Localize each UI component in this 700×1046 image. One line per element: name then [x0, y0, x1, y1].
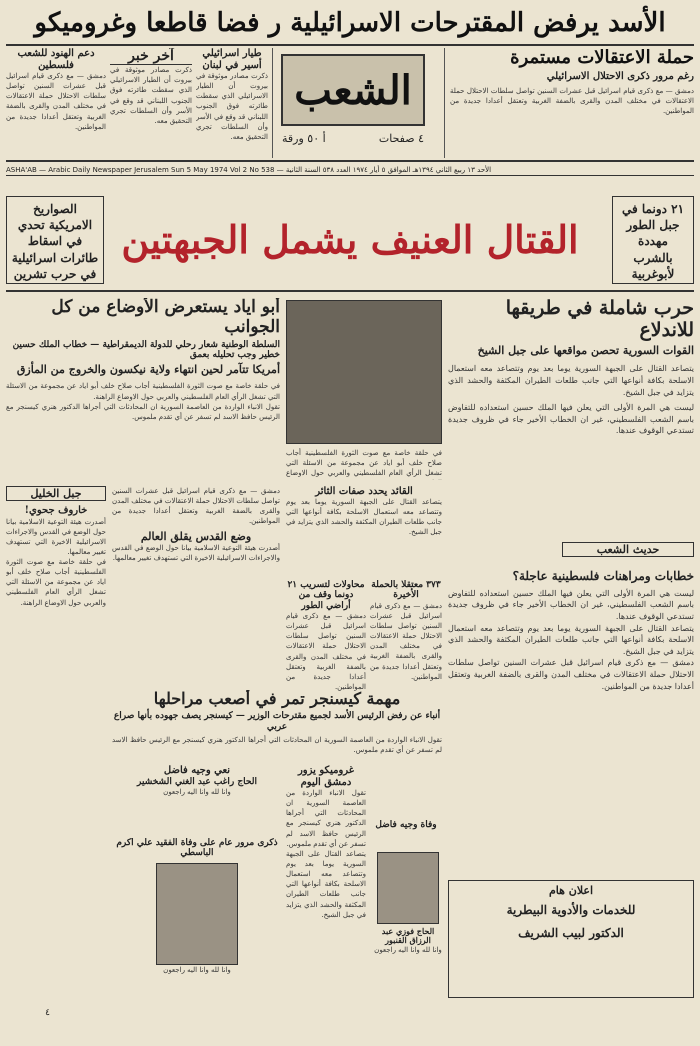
kissinger-text: تقول الانباء الواردة من العاصمة السورية ان المحادثات التي أجراها الدكتور هنري كيسنجر مع الرئيس حافظ الاسد لم تسفر عن أي تقدم ملموس.: [112, 736, 442, 755]
arrests-text: دمشق — مع ذكرى قيام اسرائيل قبل عشرات السنين تواصل سلطات الاحتلال حملة الاعتقالات في مختلف المدن والقرى بالضفة الغربية وتعتقل أعدادا جديدة من المواطنين.: [450, 87, 694, 116]
right-side-box: ٢١ دونما في جبل الطور مهددة بالشرب لأبوغربية: [612, 196, 694, 284]
arrests-title: حملة الاعتقالات مستمرة: [510, 48, 694, 68]
left-column-text2: في حلقة خاصة مع صوت الثورة الفلسطينية أجاب صلاح خلف أبو اياد عن مجموعة من الاسئلة التي تشغل الرأي العام الفلسطيني والعربي حول الاوضاع الراهنة.: [6, 558, 106, 607]
vet-ad-line1: للخدمات والأدوية البيطرية: [506, 902, 636, 917]
newspaper-logo: [281, 54, 425, 126]
hadith-text-cont2: دمشق — مع ذكرى قيام اسرائيل قبل عشرات السنين تواصل سلطات الاحتلال حملة الاعتقالات في مختلف المدن والقرى بالضفة الغربية وتعتقل أعدادا جديدة من المواطنين.: [448, 658, 694, 691]
india-support-title: دعم الهنود للشعب فلسطين: [17, 48, 95, 71]
headline-rule: [6, 290, 694, 292]
banner-rule: [6, 44, 694, 46]
vet-ad: [448, 880, 694, 998]
left-column-text: أصدرت هيئة التوعية الاسلامية بيانا حول الوضع في القدس والاجراءات الاسرائيلية الاخيرة التي تستهدف تغيير معالمها.: [6, 517, 106, 556]
land-text: دمشق — مع ذكرى قيام اسرائيل قبل عشرات السنين تواصل سلطات الاحتلال حملة الاعتقالات في مختلف المدن والقرى بالضفة الغربية وتعتقل أعدادا جديدة من المواطنين.: [286, 612, 366, 692]
col-divider: [272, 48, 273, 158]
obit-2-title: الحاج راغب عبد الغني الشخشير: [137, 776, 257, 787]
quds-text: أصدرت هيئة التوعية الاسلامية بيانا حول الوضع في القدس والاجراءات الاسرائيلية الاخيرة التي تستهدف تغيير معالمها.: [112, 544, 280, 563]
obit-1-closing: وانا لله وانا اليه راجعون: [163, 787, 231, 796]
arrests-subtitle: رغم مرور ذكرى الاحتلال الاسرائيلي: [546, 70, 694, 82]
obit-3: [112, 838, 282, 998]
quds-title: وضع القدس يقلق العالم: [140, 529, 252, 543]
leader-title: القائد يحدد صفات الثائر: [315, 486, 413, 497]
leader-column: [286, 486, 442, 578]
hadith-title: خطابات ومراهنات فلسطينية عاجلة؟: [512, 570, 694, 583]
kissinger-story: [112, 690, 442, 760]
pilot-title: طيار اسرائيلي أسير في لبنان: [202, 48, 262, 71]
obit-1: [112, 765, 282, 835]
page-count: ٤ صفحات: [378, 132, 424, 145]
price: أ ٥٠ ورقة: [282, 132, 326, 145]
war-text-cont: ليست هي المرة الأولى التي يعلن فيها الملك حسين استعداده للتفاوض باسم الشعب الفلسطيني، غير ان الخطاب الأخير جاء في ظروف جديدة تستدعي الوقوف عندها.: [448, 403, 694, 436]
abu-iyad-text-cont: تقول الانباء الواردة من العاصمة السورية ان المحادثات التي أجراها الدكتور هنري كيسنجر مع الرئيس حافظ الاسد لم تسفر عن أي تقدم ملموس.: [6, 402, 280, 421]
gromyko-title: غروميكو يزور دمشق اليوم: [297, 765, 355, 788]
left-column: [6, 486, 106, 996]
left-side-box: الصواريخ الامريكية تحدي في اسقاط طائرات اسرائيلية في حرب تشرين: [6, 196, 104, 284]
gromyko-text-cont: يتصاعد القتال على الجبهة السورية يوما بعد يوم وتتصاعد معه استعمال الاسلحة بكافة أنواعها التي جانب طلعات الطيران المكثفة والحشد الذي يتزايد في جبل الشيخ.: [286, 849, 366, 919]
obit-6-closing: وانا لله وانا اليه راجعون: [374, 946, 442, 955]
latest-news-text: ذكرت مصادر موثوقة في بيروت أن الطيار الاسرائيلي الذي سقطت طائرته فوق الجنوب اللبناني قد وقع في الأسر وأن السلطات تجري التحقيق معه.: [110, 66, 192, 125]
war-text: يتصاعد القتال على الجبهة السورية يوما بعد يوم وتتصاعد معه استعمال الاسلحة بكافة أنواعها التي جانب طلعات الطيران المكثفة والحشد الذي يتزايد في جبل الشيخ.: [448, 364, 694, 397]
hadith-text: ليست هي المرة الأولى التي يعلن فيها الملك حسين استعداده للتفاوض باسم الشعب الفلسطيني، غير ان الخطاب الأخير جاء في ظروف جديدة تستدعي الوقوف عندها.: [448, 588, 694, 621]
hadith-text-cont: يتصاعد القتال على الجبهة السورية يوما بعد يوم وتتصاعد معه استعمال الاسلحة بكافة أنواعها التي جانب طلعات الطيران المكثفة والحشد الذي يتزايد في جبل الشيخ.: [448, 623, 694, 656]
abu-iyad-kicker: أمريكا تتآمر لحين انتهاء ولاية نيكسون والخروج من المأزق: [16, 362, 280, 376]
obit-3-closing: وانا لله وانا اليه راجعون: [163, 965, 231, 974]
quds-text-top: دمشق — مع ذكرى قيام اسرائيل قبل عشرات السنين تواصل سلطات الاحتلال حملة الاعتقالات في مختلف المدن والقرى بالضفة الغربية وتعتقل أعدادا جديدة من المواطنين.: [112, 487, 280, 526]
obit-3-title: ذكرى مرور عام على وفاة الفقيد علي أكرم الباسطي: [116, 838, 278, 859]
land-title: محاولات لتسريب ٢١ دونما وقف من أراضي الطور: [287, 580, 365, 611]
abu-iyad-text: في حلقة خاصة مع صوت الثورة الفلسطينية أجاب صلاح خلف أبو اياد عن مجموعة من الاسئلة التي تشغل الرأي العام الفلسطيني والعربي حول الاوضاع الراهنة.: [6, 382, 280, 401]
war-subtitle: القوات السورية تحصن مواقعها على جبل الشيخ: [477, 343, 694, 357]
left-column-badge: جبل الخليل: [6, 486, 106, 501]
pilot-text: ذكرت مصادر موثوقة في بيروت أن الطيار الاسرائيلي الذي سقطت طائرته فوق الجنوب اللبناني قد وقع في الأسر وأن السلطات تجري التحقيق معه.: [196, 72, 268, 141]
latest-news-title: آخر خبر: [110, 48, 192, 65]
leader-text: يتصاعد القتال على الجبهة السورية يوما بعد يوم وتتصاعد معه استعمال الاسلحة بكافة أنواعها التي جانب طلعات الطيران المكثفة والحشد الذي يتزايد في جبل الشيخ.: [286, 498, 442, 537]
gromyko-text: تقول الانباء الواردة من العاصمة السورية ان المحادثات التي أجراها الدكتور هنري كيسنجر مع الرئيس حافظ الاسد لم تسفر عن أي تقدم ملموس.: [286, 789, 366, 848]
vet-ad-line2: الدكتور لبيب الشريف: [518, 926, 624, 941]
left-column-title1: خاروف جحوي!: [24, 505, 88, 516]
casualties-text: دمشق — مع ذكرى قيام اسرائيل قبل عشرات السنين تواصل سلطات الاحتلال حملة الاعتقالات في مختلف المدن والقرى بالضفة الغربية وتعتقل أعدادا جديدة من المواطنين.: [370, 601, 442, 681]
hadith-badge: حديث الشعب: [562, 542, 694, 557]
casualties-title: ٣٧٣ معتقلا بالحملة الأخيرة: [371, 580, 441, 601]
photo-caption-text: في حلقة خاصة مع صوت الثورة الفلسطينية أجاب صلاح خلف أبو اياد عن مجموعة من الاسئلة التي تشغل الرأي العام الفلسطيني والعربي حول الاوضاع: [286, 449, 442, 478]
abu-iyad-story: [6, 298, 280, 478]
photo-caption-box: [286, 448, 442, 480]
gromyko-story: [286, 765, 366, 995]
masthead: [278, 48, 428, 158]
war-title: حرب شاملة في طريقها للاندلاع: [505, 298, 694, 341]
obit-5: [370, 820, 442, 850]
masthead-meta: [278, 132, 428, 145]
obit-6-title: الحاج فوزي عبد الرزاق القنبور: [381, 926, 435, 946]
abu-iyad-title: أبو اياد يستعرض الأوضاع من كل الجوانب: [51, 298, 280, 337]
obit-3-photo: [156, 863, 238, 965]
quds-column: [112, 486, 280, 686]
main-headline: القتال العنيف يشمل الجبهتين: [121, 217, 579, 262]
kissinger-title: مهمة كيسنجر تمر في أصعب مراحلها: [153, 690, 401, 708]
arrests-story: [450, 48, 694, 158]
vet-ad-title: اعلان هام: [548, 884, 594, 897]
obit-6-photo: [377, 852, 439, 924]
dateline: ASHA'AB — Arabic Daily Newspaper Jerusalem Sun 5 May 1974 Vol 2 No 538 — الأحد ١٣ ربيع الثاني ١٣٩٤هـ الموافق ٥ أيار ١٩٧٤ العدد ٥٣٨ السنة الثانية: [6, 160, 694, 176]
leaders-photo: [286, 300, 442, 444]
india-support-story: [6, 48, 106, 158]
war-story: [448, 298, 694, 538]
latest-news: [110, 48, 192, 158]
hadith-badge-row: [448, 542, 694, 568]
hadith-column: [448, 570, 694, 850]
page-number: ٤: [45, 1008, 50, 1018]
pilot-story: [196, 48, 268, 158]
obit-1-title: نعي وجيه فاضل: [163, 765, 231, 776]
obit-6: [370, 852, 446, 997]
top-banner-headline: الأسد يرفض المقترحات الاسرائيلية ر فضا قاطعا وغروميكو: [34, 8, 666, 38]
india-support-text: دمشق — مع ذكرى قيام اسرائيل قبل عشرات السنين تواصل سلطات الاحتلال حملة الاعتقالات في مختلف المدن والقرى بالضفة الغربية وتعتقل أعدادا جديدة من المواطنين.: [6, 72, 106, 131]
col-divider: [444, 48, 445, 158]
abu-iyad-subtitle: السلطة الوطنية شعار رحلي للدولة الديمقراطية — خطاب الملك حسين خطير وجب تحليله بعمق: [12, 340, 280, 361]
logo-text: الشعب: [294, 66, 412, 114]
kissinger-subtitle: أنباء عن رفض الرئيس الأسد لجميع مقترحات الوزير — كيسنجر يصف جهوده بأنها صراع عربي: [113, 711, 441, 732]
obit-5-title: وفاة وجيه فاضل: [375, 820, 437, 830]
